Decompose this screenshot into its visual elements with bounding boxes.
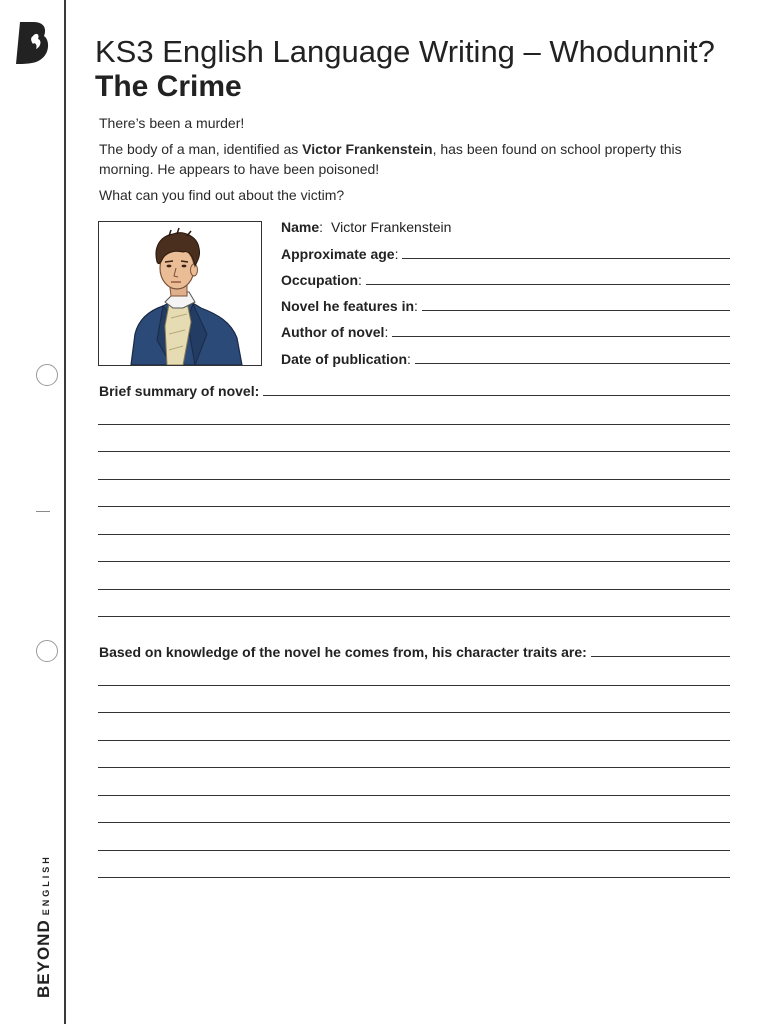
writing-line[interactable]	[98, 740, 730, 741]
age-colon: :	[394, 246, 399, 262]
brand-word-beyond: BEYOND	[34, 919, 53, 998]
writing-line[interactable]	[98, 767, 730, 768]
victim-portrait	[98, 221, 262, 366]
side-brand	[34, 854, 54, 998]
brand-word-english: ENGLISH	[41, 854, 51, 916]
summary-answer-line[interactable]	[263, 395, 730, 396]
writing-line[interactable]	[98, 795, 730, 796]
traits-answer-line[interactable]	[591, 656, 730, 657]
writing-line[interactable]	[98, 616, 730, 617]
novel-answer-line[interactable]	[422, 310, 730, 311]
name-value: Victor Frankenstein	[331, 219, 452, 235]
writing-line[interactable]	[98, 685, 730, 686]
victor-frankenstein-illustration	[99, 222, 261, 365]
writing-line[interactable]	[98, 479, 730, 480]
author-answer-line[interactable]	[392, 336, 730, 337]
publication-date-colon: :	[407, 351, 411, 367]
age-label: Approximate age	[281, 246, 395, 262]
page-subtitle: The Crime	[95, 70, 242, 103]
novel-label: Novel he features in	[281, 298, 415, 314]
margin-line	[64, 0, 66, 1024]
writing-line[interactable]	[98, 712, 730, 713]
name-colon: :	[319, 219, 324, 235]
intro-line-1: There’s been a murder!	[99, 115, 245, 131]
intro-line-2	[99, 139, 734, 179]
beyond-logo-icon	[14, 20, 52, 66]
writing-line[interactable]	[98, 424, 730, 425]
writing-line[interactable]	[98, 822, 730, 823]
age-field	[281, 242, 730, 262]
fold-mark	[36, 511, 50, 512]
writing-line[interactable]	[98, 506, 730, 507]
author-label: Author of novel	[281, 324, 385, 340]
writing-line[interactable]	[98, 534, 730, 535]
writing-line[interactable]	[98, 589, 730, 590]
novel-field	[281, 294, 730, 314]
writing-line[interactable]	[98, 877, 730, 878]
publication-date-answer-line[interactable]	[415, 363, 730, 364]
writing-line[interactable]	[98, 561, 730, 562]
victim-name-highlight: Victor Frankenstein	[302, 141, 433, 157]
author-field	[281, 320, 730, 340]
summary-label: Brief summary of novel:	[99, 383, 260, 399]
intro-line-2-prefix: The body of a man, identified as	[99, 141, 303, 157]
novel-colon: :	[414, 298, 418, 314]
intro-line-3: What can you find out about the victim?	[99, 187, 345, 203]
occupation-colon: :	[358, 272, 362, 288]
author-colon: :	[384, 324, 389, 340]
summary-prompt	[99, 379, 730, 399]
publication-date-field	[281, 347, 730, 367]
traits-prompt	[99, 640, 730, 660]
traits-label: Based on knowledge of the novel he comes from, his character traits are:	[99, 644, 587, 660]
punch-hole	[36, 640, 58, 662]
occupation-answer-line[interactable]	[366, 284, 730, 285]
occupation-field	[281, 268, 730, 288]
page-title: KS3 English Language Writing – Whodunnit?	[95, 34, 715, 69]
publication-date-label: Date of publication	[281, 351, 407, 367]
name-field	[281, 215, 730, 235]
age-answer-line[interactable]	[402, 258, 730, 259]
occupation-label: Occupation	[281, 272, 359, 288]
intro-line-2-suffix: , has been found on school property this morning. He appears to have been poisoned!	[99, 141, 682, 177]
writing-line[interactable]	[98, 451, 730, 452]
name-label: Name	[281, 219, 320, 235]
punch-hole	[36, 364, 58, 386]
writing-line[interactable]	[98, 850, 730, 851]
